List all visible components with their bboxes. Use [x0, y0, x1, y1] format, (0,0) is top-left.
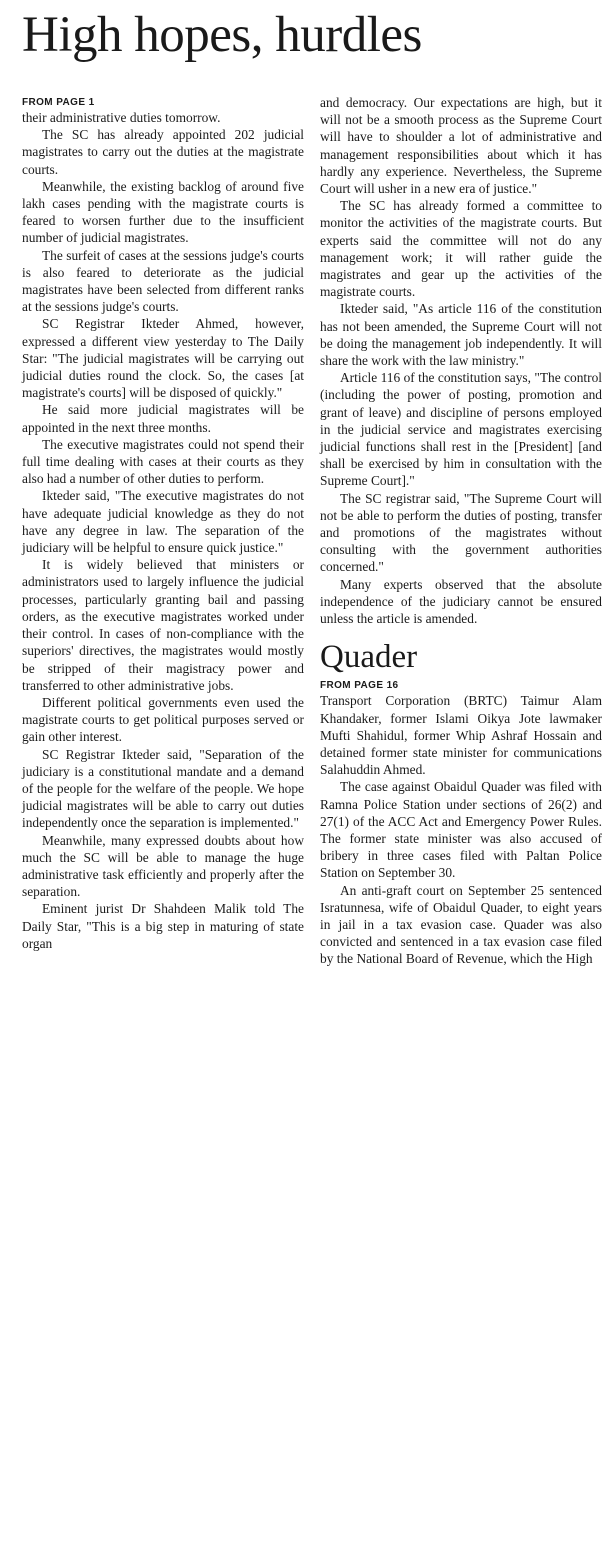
paragraph: The executive magistrates could not spend their full time dealing with cases at their courts as they also had a number of other duties to perform.: [22, 436, 304, 487]
paragraph: Meanwhile, the existing backlog of around five lakh cases pending with the magistrate courts is feared to worsen further due to the insufficient number of judicial magistrates.: [22, 178, 304, 246]
article-left-column: [22, 96, 304, 952]
paragraph: and democracy. Our expectations are high, but it will not be a smooth process as the Supreme Court will have to shoulder a lot of administrative and management responsibilities about which it has hardly any experience. Nevertheless, the Supreme Court will usher in a new era of justice.": [320, 95, 602, 197]
page-headline: High hopes, hurdles: [22, 7, 422, 63]
paragraph: SC Registrar Ikteder Ahmed, however, expressed a different view yesterday to The Daily Star: "The judicial magistrates will be carrying out judicial duties round the clock. So, the cases [at magistrate's courts] will be disposed of quickly.": [22, 316, 304, 401]
paragraph: Meanwhile, many expressed doubts about how much the SC will be able to manage the huge administrative task efficiently and properly after the separation.: [22, 832, 304, 900]
second-article-headline: Quader: [320, 639, 418, 676]
paragraph: It is widely believed that ministers or administrators used to largely influence the judicial processes, particularly granting bail and passing orders, as the executive magistrates worked under their control. In cases of non-compliance with the superiors' directives, the magistrates would mostly be stripped of their magistracy power and transferred to other administrative jobs.: [22, 557, 304, 693]
article-right-column: [320, 94, 602, 968]
paragraph: Ikteder said, "As article 116 of the constitution has not been amended, the Supreme Court will not be doing the management job independently. It will share the work with the law ministry.": [320, 301, 602, 369]
paragraph: He said more judicial magistrates will be appointed in the next three months.: [22, 402, 304, 435]
paragraph: Different political governments even used the magistrate courts to get political purposes served or gain other interest.: [22, 694, 304, 745]
paragraph: The SC has already formed a committee to monitor the activities of the magistrate courts. But experts said the committee will not do any management work; it will rather guide the magistrates and gear up the activities of the magistrate courts.: [320, 198, 602, 300]
jump-label: FROM PAGE 1: [22, 97, 95, 108]
paragraph: SC Registrar Ikteder said, "Separation of the judiciary is a constitutional mandate and a demand of the people for the welfare of the people. We hope judicial magistrates will be able to carry out duties independently once the separation is implemented.": [22, 746, 304, 831]
paragraph: An anti-graft court on September 25 sentenced Isratunnesa, wife of Obaidul Quader, to eight years in jail in a tax evasion case. Quader was also convicted and sentenced in a tax evasion case filed by the National Board of Revenue, which the High: [320, 882, 602, 967]
paragraph: Eminent jurist Dr Shahdeen Malik told The Daily Star, "This is a big step in maturing of state organ: [22, 901, 304, 951]
paragraph: Transport Corporation (BRTC) Taimur Alam Khandaker, former Islami Oikya Jote lawmaker Mufti Shahidul, former Whip Ashraf Hossain and detained former state minister for communications Salahuddin Ahmed.: [320, 693, 602, 778]
paragraph: Article 116 of the constitution says, "The control (including the power of posting, promotion and grant of leave) and discipline of persons employed in the judicial service and magistrates exercising judicial functions shall rest in the [President] [and shall be exercised by him in consultation with the Supreme Court].": [320, 370, 602, 489]
jump-label: FROM PAGE 16: [320, 680, 399, 692]
paragraph: Many experts observed that the absolute independence of the judiciary cannot be ensured unless the article is amended.: [320, 576, 602, 627]
paragraph: The surfeit of cases at the sessions judge's courts is also feared to deteriorate as the judicial magistrates have been selected from different ranks at the sessions judge's courts.: [22, 247, 304, 315]
paragraph: The SC registrar said, "The Supreme Court will not be able to perform the duties of posting, transfer and promotions of the magistrates without consulting with the government authorities concerned.": [320, 490, 602, 575]
paragraph: their administrative duties tomorrow.: [22, 110, 221, 125]
paragraph: Ikteder said, "The executive magistrates do not have adequate judicial knowledge as they do not have any degree in law. The separation of the judiciary will be helpful to ensure quick justice.": [22, 488, 304, 556]
paragraph: The SC has already appointed 202 judicial magistrates to carry out the duties at the magistrate courts.: [22, 127, 304, 177]
paragraph: The case against Obaidul Quader was filed with Ramna Police Station under sections of 26(2) and 27(1) of the ACC Act and Emergency Power Rules. The former state minister was also accused of bribery in three cases filed with Paltan Police Station on September 30.: [320, 779, 602, 881]
